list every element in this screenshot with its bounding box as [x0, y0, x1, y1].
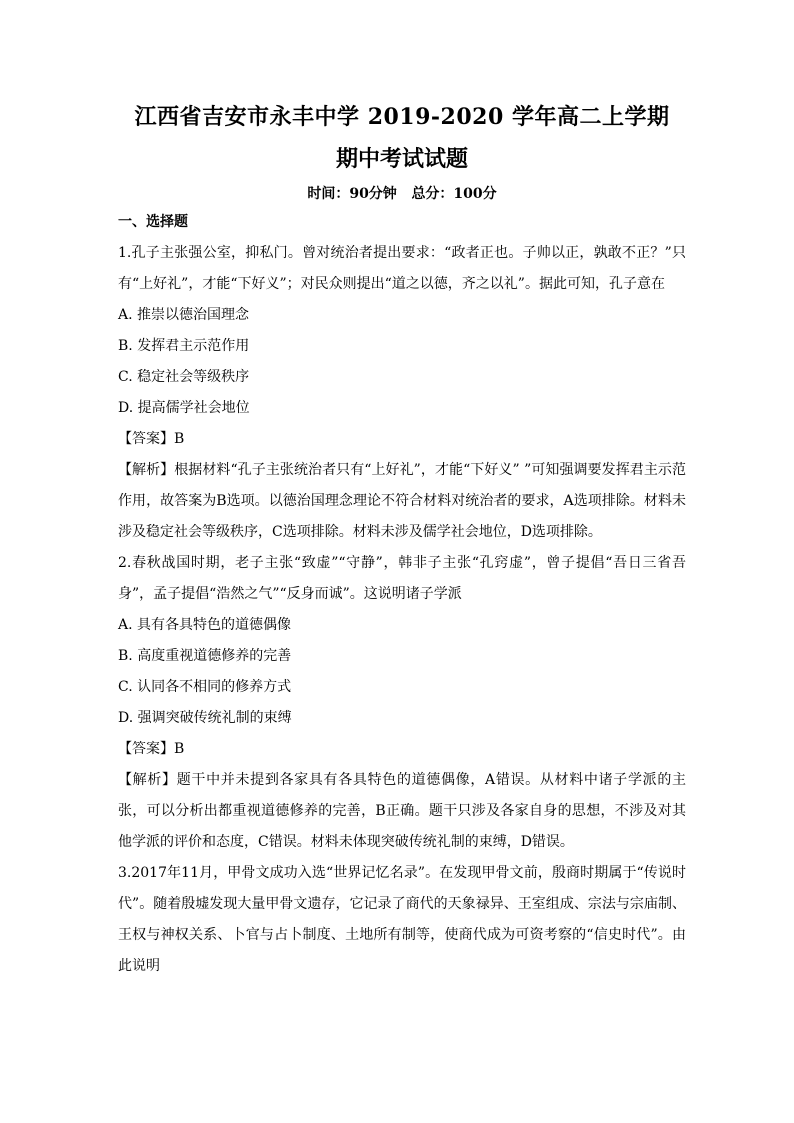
option-d: D. 强调突破传统礼制的束缚	[118, 710, 292, 726]
question-stem: 1.孔子主张强公室，抑私门。曾对统治者提出要求：“政者正也。子帅以正，孰敢不正？”只有“上好礼”，才能“下好义”；对民众则提出“道之以德，齐之以礼”。据此可知，孔子意在	[118, 245, 686, 292]
answer: 【答案】B	[118, 431, 185, 447]
analysis: 【解析】题干中并未提到各家具有各具特色的道德偶像，A错误。从材料中诸子学派的主张，可以分析出都重视道德修养的完善，B正确。题干只涉及各家自身的思想，不涉及对其他学派的评价和态度，C错误。材料未体现突破传统礼制的束缚，D错误。	[118, 772, 686, 850]
section-heading: 一、选择题	[118, 214, 188, 230]
question-stem: 2.春秋战国时期，老子主张“致虚”“守静”，韩非子主张“孔窍虚”，曾子提倡“吾日三省吾身”，孟子提倡“浩然之气”“反身而诚”。这说明诸子学派	[118, 555, 686, 602]
doc-title-line2: 期中考试试题	[335, 146, 468, 172]
exam-time: 时间：90分钟	[307, 186, 397, 202]
analysis: 【解析】根据材料“孔子主张统治者只有“上好礼”，才能“下好义” ”可知强调要发挥君主示范作用，故答案为B选项。以德治国理念理论不符合材料对统治者的要求，A选项排除。材料未涉及稳定社会等级秩序，C选项排除。材料未涉及儒学社会地位，D选项排除。	[118, 462, 686, 540]
answer: 【答案】B	[118, 741, 185, 757]
option-b: B. 发挥君主示范作用	[118, 338, 250, 354]
doc-title-line1: 江西省吉安市永丰中学 2019-2020 学年高二上学期	[134, 104, 670, 130]
option-c: C. 稳定社会等级秩序	[118, 369, 250, 385]
exam-meta	[118, 184, 686, 204]
exam-total: 总分：100分	[411, 186, 497, 202]
option-c: C. 认同各不相同的修养方式	[118, 679, 292, 695]
option-d: D. 提高儒学社会地位	[118, 400, 250, 416]
question-2	[118, 548, 686, 858]
option-a: A. 具有各具特色的道德偶像	[118, 617, 292, 633]
question-1	[118, 238, 686, 548]
question-3	[118, 858, 686, 982]
option-a: A. 推崇以德治国理念	[118, 307, 250, 323]
question-stem: 3.2017年11月，甲骨文成功入选“世界记忆名录”。在发现甲骨文前，殷商时期属于“传说时代”。随着殷墟发现大量甲骨文遗存，它记录了商代的天象禄异、王室组成、宗法与宗庙制、王权与神权关系、卜官与占卜制度、土地所有制等，使商代成为可资考察的“信史时代”。由此说明	[118, 865, 686, 974]
option-b: B. 高度重视道德修养的完善	[118, 648, 292, 664]
